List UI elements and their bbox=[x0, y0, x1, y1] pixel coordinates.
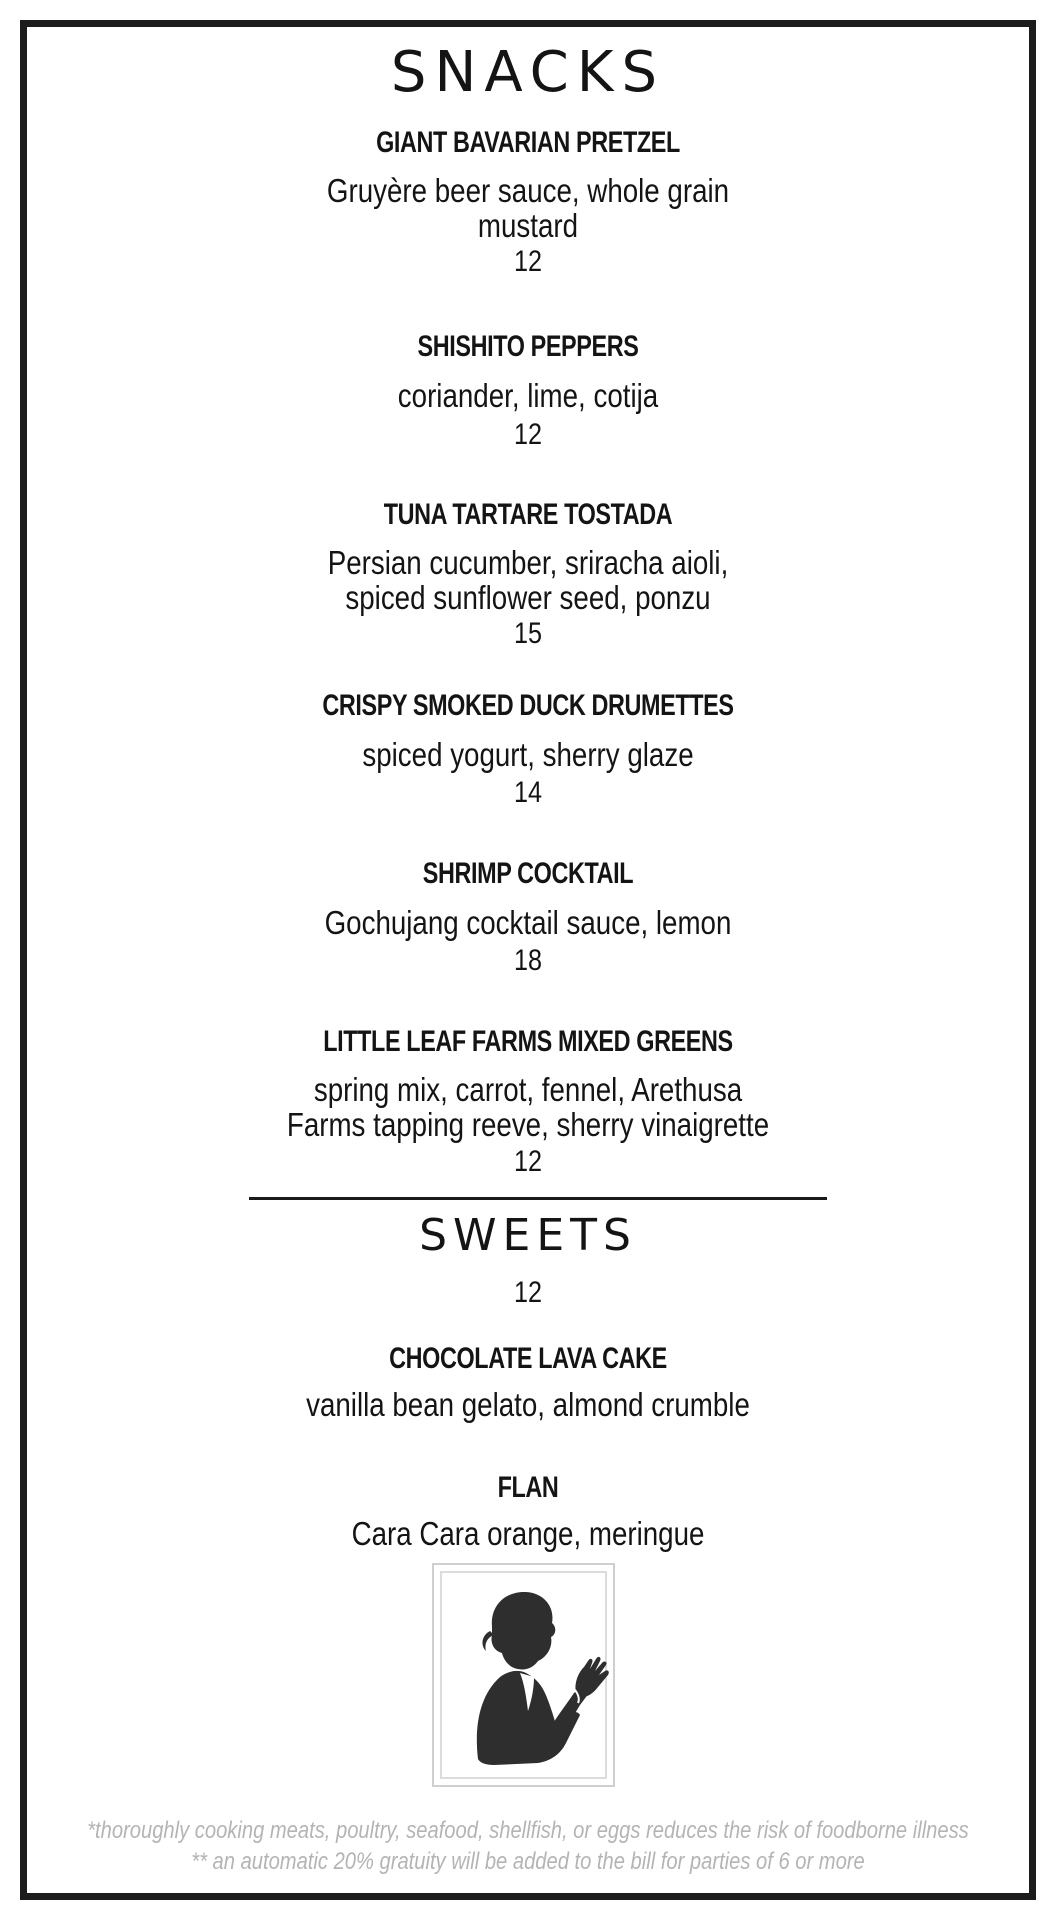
item-price-tuna-tostada: 15 bbox=[513, 617, 543, 650]
sweets-price: 12 bbox=[513, 1276, 543, 1309]
item-description-shishito: coriander, lime, cotija bbox=[397, 377, 659, 414]
footnote-food-safety: *thoroughly cooking meats, poultry, seafood, shellfish, or eggs reduces the risk of foodborne illness bbox=[87, 1817, 969, 1844]
footnote-gratuity: ** an automatic 20% gratuity will be added to the bill for parties of 6 or more bbox=[191, 1848, 865, 1875]
item-name-shrimp-cocktail: SHRIMP COCKTAIL bbox=[422, 857, 634, 890]
item-name-pretzel: GIANT BAVARIAN PRETZEL bbox=[376, 126, 680, 159]
item-description-shrimp-cocktail: Gochujang cocktail sauce, lemon bbox=[324, 904, 732, 941]
item-description-duck-drumettes: spiced yogurt, sherry glaze bbox=[362, 736, 694, 773]
item-name-duck-drumettes: CRISPY SMOKED DUCK DRUMETTES bbox=[322, 689, 734, 722]
sweets-title: SWEETS bbox=[419, 1210, 637, 1261]
item-name-tuna-tostada: TUNA TARTARE TOSTADA bbox=[383, 498, 673, 531]
item-price-pretzel: 12 bbox=[513, 245, 543, 278]
item-name-shishito: SHISHITO PEPPERS bbox=[417, 330, 639, 363]
silhouette-portrait-waving-icon bbox=[434, 1565, 613, 1785]
item-description-pretzel: Gruyère beer sauce, whole grain mustard bbox=[326, 172, 730, 244]
item-description-lava-cake: vanilla bean gelato, almond crumble bbox=[306, 1386, 750, 1423]
section-divider bbox=[249, 1197, 827, 1200]
item-name-flan: FLAN bbox=[497, 1471, 559, 1504]
snacks-title: SNACKS bbox=[390, 40, 666, 105]
logo-frame bbox=[432, 1563, 615, 1787]
item-description-tuna-tostada: Persian cucumber, sriracha aioli, spiced sunflower seed, ponzu bbox=[327, 544, 729, 616]
item-price-duck-drumettes: 14 bbox=[513, 776, 543, 809]
item-description-mixed-greens: spring mix, carrot, fennel, Arethusa Farms tapping reeve, sherry vinaigrette bbox=[286, 1071, 770, 1143]
item-price-shishito: 12 bbox=[513, 418, 543, 451]
item-price-shrimp-cocktail: 18 bbox=[513, 944, 543, 977]
item-description-flan: Cara Cara orange, meringue bbox=[351, 1515, 705, 1552]
item-name-mixed-greens: LITTLE LEAF FARMS MIXED GREENS bbox=[323, 1025, 733, 1058]
item-name-lava-cake: CHOCOLATE LAVA CAKE bbox=[389, 1342, 667, 1375]
item-price-mixed-greens: 12 bbox=[513, 1145, 543, 1178]
